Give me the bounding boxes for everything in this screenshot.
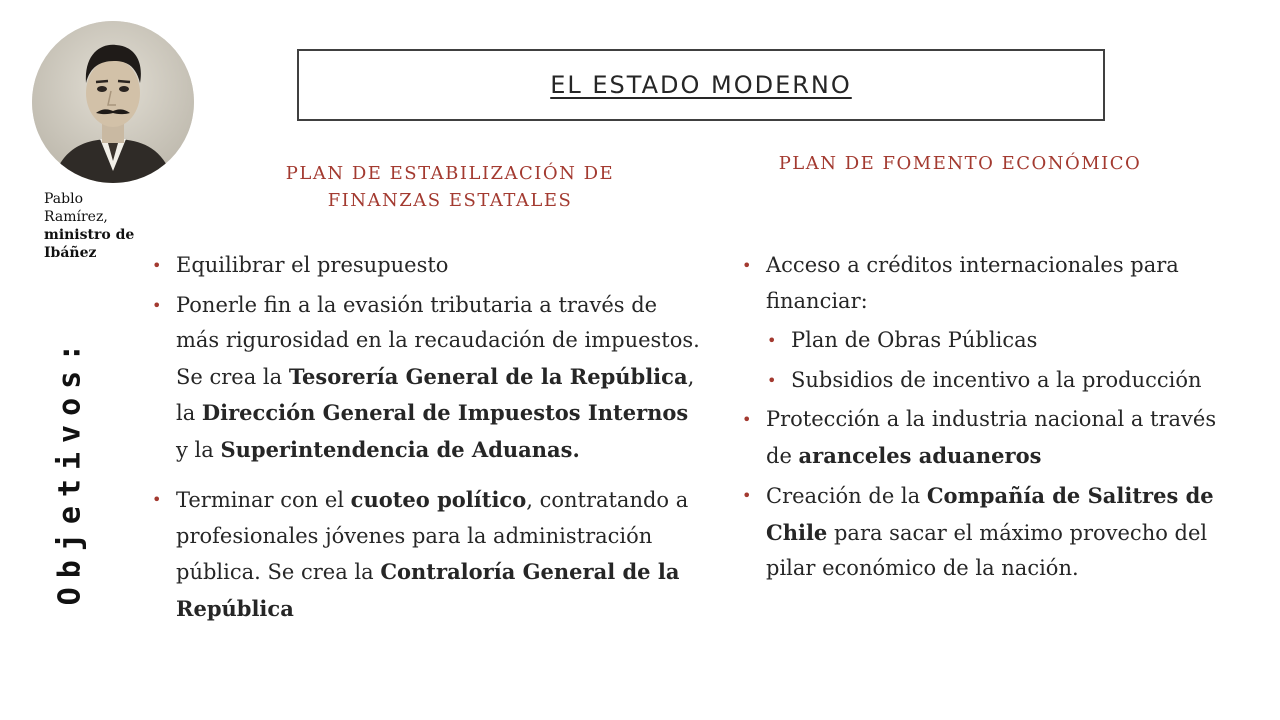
right-column-heading: PLAN DE FOMENTO ECONÓMICO [778, 153, 1142, 174]
bullet-text: para sacar el máximo provecho del pilar económico de la nación. [766, 520, 1208, 580]
bullet-text: Acceso a créditos internacionales para financiar: [766, 253, 1179, 313]
bullet-text: y la [176, 437, 221, 462]
bullet-strong: cuoteo político [350, 487, 527, 512]
sub-list-item [740, 363, 1240, 399]
caption-role: ministro de Ibáñez [44, 227, 135, 261]
bullet-strong: aranceles aduaneros [798, 442, 1042, 468]
list-item [740, 402, 1240, 474]
list-item [150, 482, 700, 627]
bullet-strong: Compañía de Salitres de Chile [766, 483, 1214, 545]
vertical-label: Objetivos: [52, 334, 88, 606]
list-item [150, 248, 700, 284]
portrait-illustration [32, 21, 194, 183]
portrait-photo [32, 21, 194, 183]
bullet-text: Equilibrar el presupuesto [176, 253, 449, 277]
right-bullet-list [740, 248, 1240, 591]
bullet-text: Ponerle fin a la evasión tributaria a través de más rigurosidad en la recaudación de impuestos. Se crea la [176, 292, 700, 389]
bullet-text: Plan de Obras Públicas [791, 328, 1038, 352]
list-item [740, 248, 1240, 319]
portrait-caption [44, 190, 144, 262]
bullet-text: Terminar con el [176, 488, 351, 512]
bullet-text: Creación de la [766, 484, 927, 508]
left-column-heading: PLAN DE ESTABILIZACIÓN DE FINANZAS ESTATALES [285, 163, 615, 211]
list-item [740, 478, 1240, 587]
list-item [150, 288, 700, 469]
bullet-text: , contratando a profesionales jóvenes para la administración pública. Se crea la [176, 488, 689, 584]
title-box [297, 49, 1105, 121]
sub-list-item [740, 323, 1240, 359]
left-bullet-list [150, 248, 700, 631]
bullet-strong: Contraloría General de la República [176, 559, 680, 621]
caption-name: Pablo Ramírez, [44, 191, 108, 225]
bullet-text: , la [176, 364, 695, 425]
bullet-text: Protección a la industria nacional a través de [766, 407, 1217, 468]
slide-title: EL ESTADO MODERNO [550, 71, 852, 99]
bullet-strong: Superintendencia de Aduanas. [220, 436, 580, 462]
bullet-strong: Tesorería General de la República [288, 363, 688, 389]
bullet-text: Subsidios de incentivo a la producción [791, 367, 1202, 392]
bullet-strong: Dirección General de Impuestos Internos [201, 400, 689, 425]
